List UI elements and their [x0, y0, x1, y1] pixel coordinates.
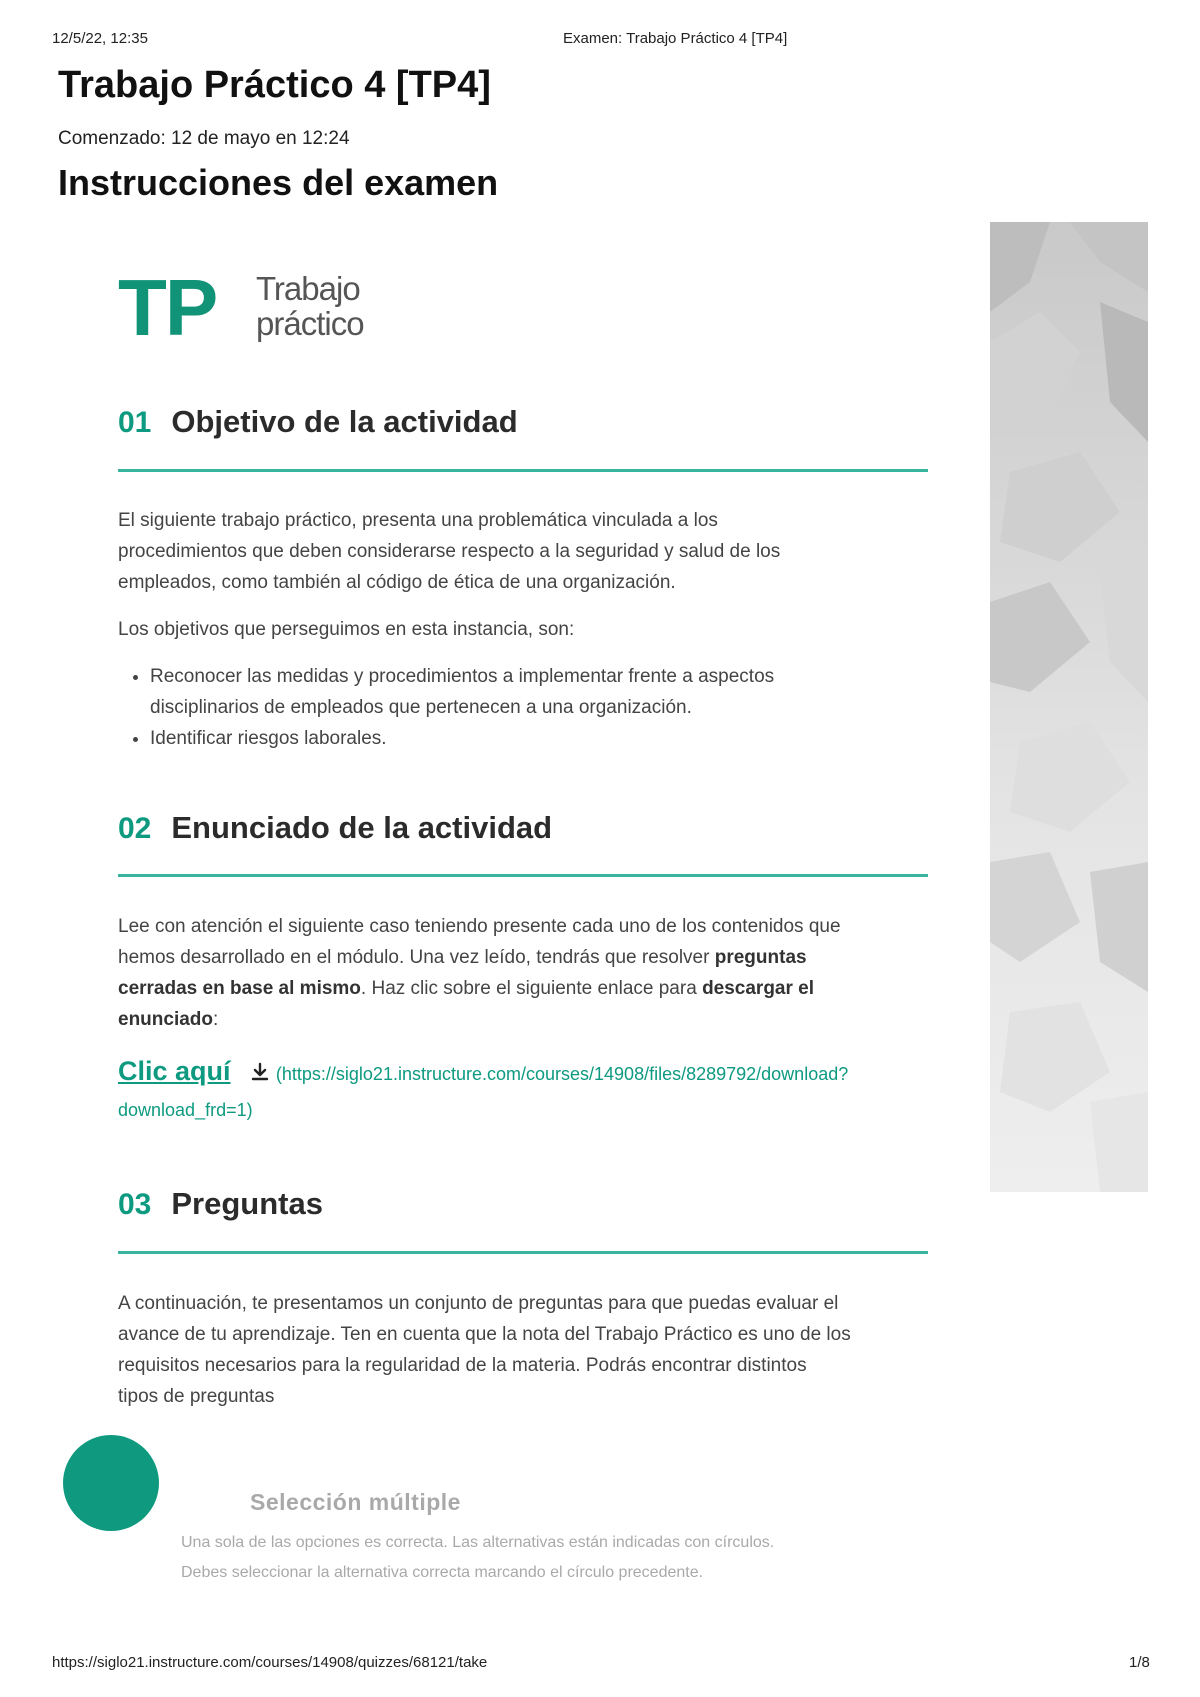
section-number: 02 [118, 812, 152, 845]
enunciado-paragraph [118, 911, 938, 1035]
section-title: Enunciado de la actividad [171, 810, 553, 845]
list-item-line: disciplinarios de empleados que pertenecen a una organización. [150, 697, 692, 718]
print-page-title: Examen: Trabajo Práctico 4 [TP4] [563, 30, 788, 47]
tp-logo-letters: TP [118, 263, 217, 352]
text-normal: : [213, 1009, 219, 1030]
section-divider [118, 1251, 928, 1254]
list-item-line: • Identificar riesgos laborales. [150, 728, 387, 749]
paragraph-line [118, 973, 938, 1004]
seleccion-description [181, 1528, 941, 1588]
text-normal: . Haz clic sobre el siguiente enlace para [360, 978, 703, 999]
page-title: Trabajo Práctico 4 [TP4] [58, 64, 491, 106]
tp-logo-word-line1: Trabajo [256, 270, 360, 307]
section-title: Preguntas [171, 1186, 323, 1221]
list-item [150, 661, 938, 723]
section-heading-preguntas [118, 1186, 323, 1222]
objetivos-list [118, 661, 938, 754]
paragraph-line: Lee con atención el siguiente caso teniendo presente cada uno de los contenidos que [118, 916, 841, 937]
paragraph-line: requisitos necesarios para la regularidad de la materia. Podrás encontrar distintos [118, 1355, 807, 1376]
question-type-circle-icon [63, 1435, 159, 1531]
section-number: 01 [118, 406, 152, 439]
objetivos-intro: Los objetivos que perseguimos en esta instancia, son: [118, 619, 575, 640]
started-time: Comenzado: 12 de mayo en 12:24 [58, 128, 350, 149]
decorative-architecture-image [990, 222, 1148, 1192]
section-divider [118, 874, 928, 877]
preguntas-paragraph [118, 1288, 948, 1412]
section-heading-objetivo [118, 404, 518, 440]
footer-url: https://siglo21.instructure.com/courses/14908/quizzes/68121/take [52, 1654, 488, 1671]
paragraph-line: El siguiente trabajo práctico, presenta una problemática vinculada a los [118, 510, 718, 531]
tp-logo-word-line2: práctico [256, 305, 364, 342]
page-number: 1/8 [1129, 1654, 1150, 1671]
text-bold: cerradas en base al mismo [118, 978, 361, 999]
section-number: 03 [118, 1188, 152, 1221]
list-item [150, 723, 938, 754]
paragraph-line: empleados, como también al código de ética de una organización. [118, 572, 676, 593]
objetivo-paragraph [118, 505, 938, 598]
paragraph-line [118, 942, 938, 973]
print-datetime: 12/5/22, 12:35 [52, 30, 148, 47]
download-url-line1[interactable]: (https://siglo21.instructure.com/courses/14908/files/8289792/download? [275, 1064, 849, 1084]
text-bold: enunciado [118, 1009, 214, 1030]
paragraph-line: procedimientos que deben considerarse respecto a la seguridad y salud de los [118, 541, 781, 562]
paragraph-line: avance de tu aprendizaje. Ten en cuenta que la nota del Trabajo Práctico es uno de los [118, 1324, 851, 1345]
description-line: Debes seleccionar la alternativa correcta marcando el círculo precedente. [181, 1564, 704, 1581]
download-link-block [118, 1054, 958, 1127]
architecture-pattern [990, 222, 1148, 1192]
text-normal: hemos desarrollado en el módulo. Una vez leído, tendrás que resolver [118, 947, 715, 968]
instructions-heading: Instrucciones del examen [58, 162, 499, 203]
paragraph-line [118, 1004, 938, 1035]
section-divider [118, 469, 928, 472]
download-icon[interactable] [249, 1061, 271, 1083]
text-bold: descargar el [702, 978, 815, 999]
seleccion-title: Selección múltiple [250, 1489, 461, 1515]
paragraph-line: tipos de preguntas [118, 1386, 275, 1407]
text-bold: preguntas [714, 947, 807, 968]
download-url-line2[interactable]: download_frd=1) [118, 1100, 253, 1120]
download-link[interactable]: Clic aquí [118, 1056, 231, 1086]
description-line: Una sola de las opciones es correcta. Las alternativas están indicadas con círculos. [181, 1534, 775, 1551]
section-title: Objetivo de la actividad [171, 404, 518, 439]
section-heading-enunciado [118, 810, 552, 846]
list-item-line: • Reconocer las medidas y procedimientos a implementar frente a aspectos [150, 666, 775, 687]
paragraph-line: A continuación, te presentamos un conjunto de preguntas para que puedas evaluar el [118, 1293, 839, 1314]
